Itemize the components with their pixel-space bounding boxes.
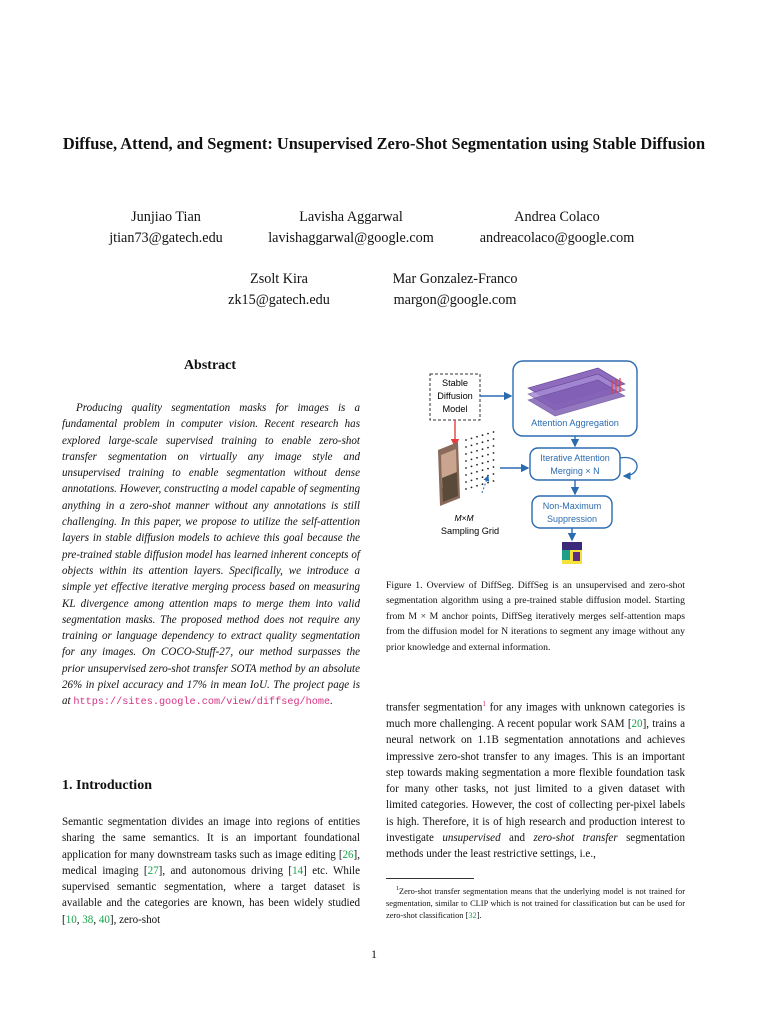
citation-link[interactable]: 40: [98, 913, 110, 926]
footnote-text: ].: [476, 910, 482, 920]
sampling-grid-label: Sampling Grid: [440, 526, 500, 536]
intro-text: ] etc. While supervised semantic segmentation, where a target dataset is available and the categories are known, has been widely studied [: [62, 864, 360, 926]
author-name: Andrea Colaco: [514, 209, 600, 225]
sampling-point: [465, 488, 467, 490]
iterative-merging-label: Iterative Attention: [540, 453, 610, 463]
sampling-point: [471, 452, 473, 454]
sampling-point: [493, 466, 495, 468]
intro-text: ], and autonomous driving [: [158, 864, 293, 877]
intro-continuation: [386, 696, 685, 863]
body-text: for any images with unknown categories is much more challenging. A recent popular work SAM [: [386, 701, 685, 730]
abstract-text: Producing quality segmentation masks for images is a fundamental problem in computer vision. Recent research has explored large-scale supervised training to enable zero-shot transfer segmentation on virtually any image style and unsupervised training to enable segmentation without dense annotations. However, constructing a model capable of segmenting anything in a zero-shot manner without any annotations is still challenging. In this paper, we propose to utilize the self-attention layers in stable diffusion models to achieve this goal because the pre-trained stable diffusion model has learned inherent concepts of objects within its attention layers. Specifically, we introduce a simple yet effective iterative merging process based on measuring KL divergence among attention maps to merge them into valid segmentation masks. The proposed method does not require any training or language dependency to extract quality segmentation for any images. On COCO-Stuff-27, our method surpasses the prior unsupervised zero-shot transfer SOTA method by an absolute 26% in pixel accuracy and 17% in mean IoU. The project page is at: [62, 402, 360, 708]
sampling-point: [482, 462, 484, 464]
sampling-point: [493, 431, 495, 433]
author-email: lavishaggarwal@google.com: [268, 230, 434, 246]
sampling-point: [471, 466, 473, 468]
author-block: [447, 207, 667, 249]
sd-label-2: Diffusion: [437, 391, 473, 401]
author-name: Mar Gonzalez-Franco: [392, 271, 518, 287]
citation-link[interactable]: 38: [82, 913, 94, 926]
sampling-point: [493, 438, 495, 440]
segmentation-mask-output: [562, 542, 582, 564]
sampling-point: [476, 457, 478, 459]
sampling-point: [465, 446, 467, 448]
footnote-number: 1: [396, 886, 399, 892]
sampling-point: [471, 473, 473, 475]
sampling-point: [471, 487, 473, 489]
sampling-point: [482, 455, 484, 457]
sampling-point: [471, 438, 473, 440]
sampling-point: [493, 459, 495, 461]
sampling-point: [487, 461, 489, 463]
sampling-point: [471, 480, 473, 482]
sd-label-3: Model: [442, 404, 468, 414]
intro-text: ], medical imaging [: [62, 848, 360, 877]
sampling-point: [476, 485, 478, 487]
iterative-merging-label: Merging × N: [550, 466, 600, 476]
sampling-point: [487, 433, 489, 435]
sampling-point: [482, 434, 484, 436]
sampling-point: [465, 439, 467, 441]
abstract-heading: Abstract: [183, 358, 237, 373]
sampling-point: [476, 436, 478, 438]
grid-size-label: M×M: [454, 513, 474, 523]
body-text: transfer segmentation: [386, 701, 483, 714]
input-image-icon: [438, 442, 460, 506]
sampling-point: [476, 464, 478, 466]
project-url-link[interactable]: https://sites.google.com/view/diffseg/home: [73, 697, 331, 709]
body-text: segmentation methods under the least restrictive settings, i.e.,: [386, 832, 685, 861]
sampling-point: [476, 443, 478, 445]
caption-text: Overview of DiffSeg. DiffSeg is an unsupervised and zero-shot segmentation algorithm using a pre-trained stable diffusion model. Starting from M × M anchor points, DiffSeg iteratively merges self-attention maps from the diffusion model for N iterations to segment any image without any prior knowledge and external information.: [386, 580, 685, 653]
emphasis-text: unsupervised: [442, 832, 501, 845]
sampling-point: [471, 445, 473, 447]
nms-label: Suppression: [546, 514, 598, 524]
sampling-point: [465, 453, 467, 455]
citation-link[interactable]: 14: [292, 864, 304, 877]
author-block: [345, 269, 565, 311]
sampling-point: [482, 448, 484, 450]
attention-aggregation-label: Attention Aggregation: [531, 418, 619, 428]
sampling-point: [487, 454, 489, 456]
footnote-text: Zero-shot transfer segmentation means that the underlying model is not trained for segmentation, similar to CLIP which is not trained for classification but can be used for zero-shot classification [: [386, 886, 685, 920]
sampling-grid-dots: [465, 431, 494, 490]
emphasis-text: zero-shot transfer: [533, 832, 618, 845]
sampling-point: [493, 452, 495, 454]
paper-title: Diffuse, Attend, and Segment: Unsupervised Zero-Shot Segmentation using Stable Diffusion: [62, 134, 706, 153]
sampling-point: [476, 450, 478, 452]
author-name: Junjiao Tian: [131, 209, 201, 225]
sampling-point: [476, 478, 478, 480]
loop-arrow: [620, 458, 637, 476]
sd-label-1: Stable: [441, 378, 469, 388]
body-text: and: [500, 832, 534, 845]
page-number: 1: [371, 947, 377, 961]
citation-link[interactable]: 20: [631, 717, 643, 730]
sampling-point: [476, 471, 478, 473]
sampling-point: [487, 468, 489, 470]
sampling-point: [482, 476, 484, 478]
sampling-point: [482, 469, 484, 471]
section-heading: 1. Introduction: [62, 778, 152, 793]
intro-paragraph: [62, 814, 360, 928]
sampling-point: [487, 440, 489, 442]
citation-link[interactable]: 10: [65, 913, 77, 926]
figure-caption: [386, 578, 685, 655]
sampling-point: [482, 483, 484, 485]
author-email: jtian73@gatech.edu: [109, 230, 223, 246]
sampling-point: [487, 447, 489, 449]
sampling-point: [487, 482, 489, 484]
caption-label: Figure 1.: [386, 580, 423, 591]
author-email: margon@google.com: [393, 292, 517, 308]
sampling-point: [465, 460, 467, 462]
author-email: andreacolaco@google.com: [479, 230, 635, 246]
sampling-point: [493, 480, 495, 482]
footnote-marker[interactable]: 1: [482, 700, 486, 708]
abstract: Producing quality segmentation masks for images is a fundamental problem in computer vision. Recent research has explored large-scale supervised training to enable zero-shot transfer segmentation on virtually any image style and unsupervised training to enable segmentation without dense annotations. However, constructing a model capable of segmenting anything in a zero-shot manner without any annotations is still challenging. In this paper, we propose to utilize the self-attention layers in stable diffusion models to achieve this goal because the pre-trained stable diffusion model has learned inherent concepts of objects within its attention layers. Specifically, we introduce a simple yet effective iterative merging process based on measuring KL divergence among attention maps to merge them into valid segmentation masks. The proposed method does not require any training or language dependency to extract quality segmentation for any images. On COCO-Stuff-27, our method surpasses the prior unsupervised zero-shot transfer SOTA method by an absolute 26% in pixel accuracy and 17% in mean IoU. The project page is at https://sites.google.com/view/diffseg/home.: [62, 402, 360, 709]
nms-label: Non-Maximum: [542, 501, 602, 511]
citation-link[interactable]: 32: [468, 910, 477, 920]
author-block: [241, 207, 461, 249]
footnote: [386, 883, 685, 922]
sampling-point: [465, 474, 467, 476]
author-name: Lavisha Aggarwal: [299, 209, 403, 225]
author-name: Zsolt Kira: [250, 271, 308, 287]
sampling-point: [465, 481, 467, 483]
intro-text: Semantic segmentation divides an image into regions of entities sharing the same semantics. It is an important foundational application for many downstream tasks such as image editing [: [62, 816, 360, 861]
sampling-point: [482, 441, 484, 443]
footnote-rule: [386, 878, 474, 879]
author-email: zk15@gatech.edu: [228, 292, 330, 308]
sampling-point: [493, 473, 495, 475]
body-text: ], trains a neural network on 1.1B segmentation annotations and achieves impressive zero-shot transfer to any images. This is an important step towards making segmentation a more flexible foundation task for many other tasks, not just limited to a given dataset with limited categories. However, the cost of collecting per-pixel labels is high. Therefore, it is of high research and production interest to investigate: [386, 717, 685, 845]
sampling-point: [493, 445, 495, 447]
diffseg-overview-figure: [420, 358, 650, 573]
intro-text: ,: [93, 913, 99, 926]
sampling-point: [465, 467, 467, 469]
citation-link[interactable]: 26: [342, 848, 354, 861]
citation-link[interactable]: 27: [147, 864, 159, 877]
intro-text: ], zero-shot: [109, 913, 161, 926]
intro-text: ,: [76, 913, 83, 926]
sampling-point: [471, 459, 473, 461]
